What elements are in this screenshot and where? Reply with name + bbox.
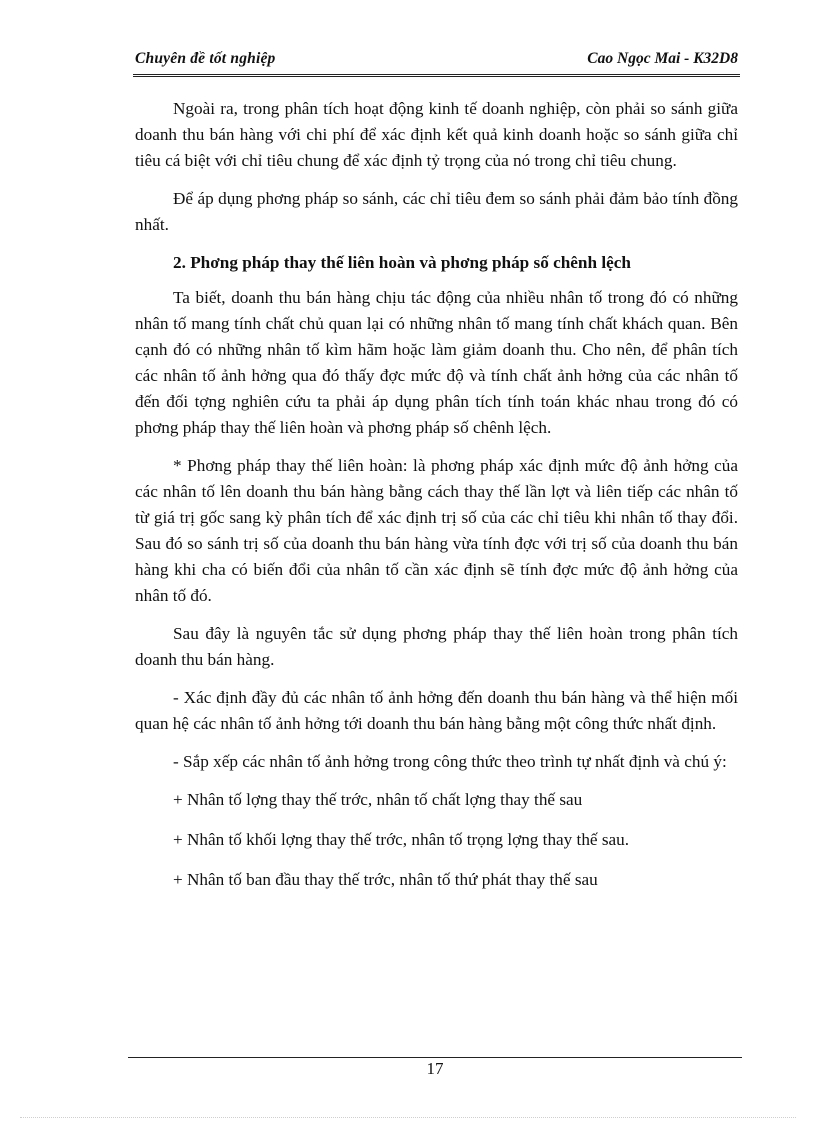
document-body — [135, 96, 738, 907]
page-number: 17 — [426, 1059, 444, 1078]
paragraph-comparison-requirement: Để áp dụng phơng pháp so sánh, các chỉ tiêu đem so sánh phải đảm bảo tính đồng nhất. — [135, 189, 738, 234]
section-heading-method-2: 2. Phơng pháp thay thế liên hoàn và phơng pháp số chênh lệch — [173, 253, 631, 272]
paragraph-principle-order-factors: - Sắp xếp các nhân tố ảnh hởng trong công thức theo trình tự nhất định và chú ý: — [173, 752, 727, 771]
paragraph-chain-substitution-definition: * Phơng pháp thay thế liên hoàn: là phơng pháp xác định mức độ ảnh hởng của các nhân tố lên doanh thu bán hàng bằng cách thay thế lần lợt và liên tiếp các nhân tố từ giá trị gốc sang kỳ phân tích để xác định trị số của các chỉ tiêu khi nhân tố thay đổi. Sau đó so sánh trị số của doanh thu bán hàng vừa tính đợc với trị số của doanh thu bán hàng khi cha có biến đổi của nhân tố cần xác định sẽ tính đợc mức độ ảnh hởng của nhân tố đó. — [135, 456, 738, 605]
paragraph-comparison-cost: Ngoài ra, trong phân tích hoạt động kinh tế doanh nghiệp, còn phải so sánh giữa doanh thu bán hàng với chi phí để xác định kết quả kinh doanh hoặc so sánh giữa chỉ tiêu cá biệt với chỉ tiêu chung để xác định tỷ trọng của nó trong chỉ tiêu chung. — [135, 99, 738, 170]
paragraph-principles-intro: Sau đây là nguyên tắc sử dụng phơng pháp thay thế liên hoàn trong phân tích doanh thu bán hàng. — [135, 624, 738, 669]
header-author: Cao Ngọc Mai - K32D8 — [587, 50, 738, 67]
list-item-volume-weight: + Nhân tố khối lợng thay thế trớc, nhân tố trọng lợng thay thế sau. — [173, 830, 630, 849]
list-item-initial-secondary: + Nhân tố ban đầu thay thế trớc, nhân tố thứ phát thay thế sau — [173, 870, 598, 889]
page-bottom-border — [20, 1117, 796, 1118]
header-document-title: Chuyên đề tốt nghiệp — [135, 50, 276, 67]
paragraph-principle-identify-factors: - Xác định đầy đủ các nhân tố ảnh hởng đến doanh thu bán hàng và thể hiện mối quan hệ các nhân tố ảnh hởng tới doanh thu bán hàng bằng một công thức nhất định. — [135, 688, 738, 733]
paragraph-revenue-factors: Ta biết, doanh thu bán hàng chịu tác động của nhiều nhân tố trong đó có những nhân tố mang tính chất chủ quan lại có những nhân tố mang tính chất khách quan. Bên cạnh đó có những nhân tố kìm hãm hoặc làm giảm doanh thu. Cho nên, để phân tích các nhân tố ảnh hởng qua đó thấy đợc mức độ và tính chất ảnh hởng của các nhân tố đến đối tợng nghiên cứu ta phải áp dụng phân tích tính toán khác nhau trong đó có phơng pháp thay thế liên hoàn và phơng pháp số chênh lệch. — [135, 288, 738, 437]
page-header — [133, 48, 740, 77]
list-item-quantity-quality: + Nhân tố lợng thay thế trớc, nhân tố chất lợng thay thế sau — [173, 790, 583, 809]
footer-divider — [128, 1057, 742, 1058]
